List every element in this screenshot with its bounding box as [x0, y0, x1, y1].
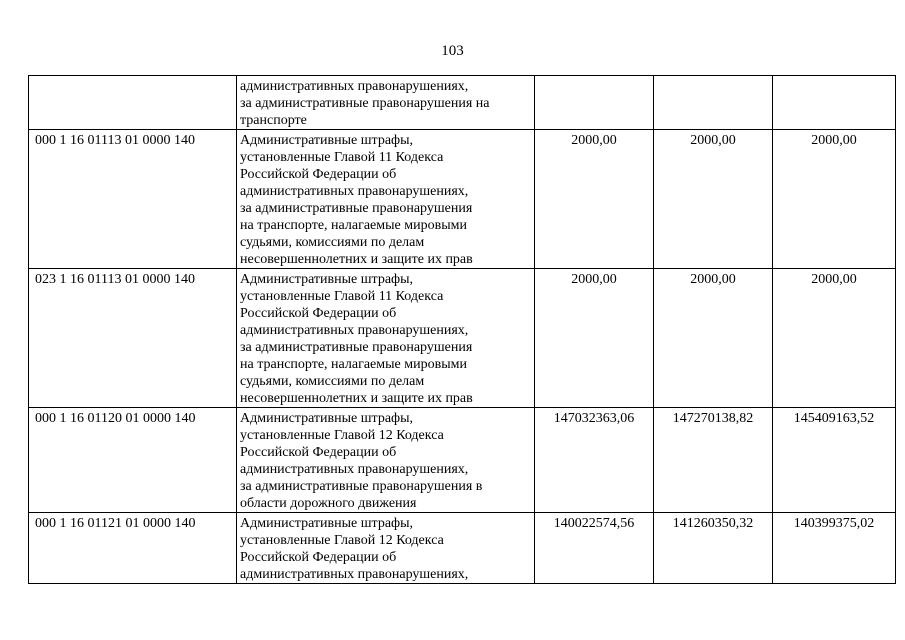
description-line: Российской Федерации об	[240, 445, 397, 460]
amount-year2-cell: 2000,00	[654, 269, 773, 408]
description-line: административных правонарушениях,	[240, 323, 469, 338]
table-body	[29, 76, 896, 584]
description-line: судьями, комиссиями по делам	[240, 374, 425, 389]
description-line: несовершеннолетних и защите их прав	[240, 252, 473, 267]
description-line: административных правонарушениях,	[240, 184, 469, 199]
amount-year3-cell: 2000,00	[773, 130, 896, 269]
description-line: административных правонарушениях,	[240, 462, 469, 477]
amount-year1-cell: 2000,00	[535, 130, 654, 269]
classification-code-cell	[29, 76, 237, 130]
amount-year2-cell: 141260350,32	[654, 513, 773, 584]
description-line: несовершеннолетних и защите их прав	[240, 391, 473, 406]
description-line: на транспорте, налагаемые мировыми	[240, 218, 467, 233]
description-cell	[237, 408, 535, 513]
description-line: судьями, комиссиями по делам	[240, 235, 425, 250]
classification-code-cell: 023 1 16 01113 01 0000 140	[29, 269, 237, 408]
description-cell	[237, 130, 535, 269]
classification-code-cell: 000 1 16 01121 01 0000 140	[29, 513, 237, 584]
amount-year2-cell: 2000,00	[654, 130, 773, 269]
description-line: административных правонарушениях,	[240, 567, 469, 582]
description-line: Российской Федерации об	[240, 306, 397, 321]
description-line: установленные Главой 12 Кодекса	[240, 533, 444, 548]
amount-year1-cell: 147032363,06	[535, 408, 654, 513]
table-row	[29, 130, 896, 269]
table-row	[29, 408, 896, 513]
description-line: за административные правонарушения	[240, 201, 473, 216]
description-cell	[237, 269, 535, 408]
amount-year3-cell: 140399375,02	[773, 513, 896, 584]
description-cell	[237, 76, 535, 130]
table-row	[29, 513, 896, 584]
description-line: установленные Главой 11 Кодекса	[240, 289, 444, 304]
amount-year1-cell: 2000,00	[535, 269, 654, 408]
page-number: 103	[441, 43, 464, 59]
table-row	[29, 76, 896, 130]
description-line: Административные штрафы,	[240, 411, 414, 426]
description-line: установленные Главой 12 Кодекса	[240, 428, 444, 443]
classification-code-cell: 000 1 16 01120 01 0000 140	[29, 408, 237, 513]
description-line: Российской Федерации об	[240, 167, 397, 182]
amount-year3-cell	[773, 76, 896, 130]
amount-year1-cell: 140022574,56	[535, 513, 654, 584]
amount-year2-cell: 147270138,82	[654, 408, 773, 513]
description-line: транспорте	[240, 113, 307, 128]
amount-year3-cell: 2000,00	[773, 269, 896, 408]
description-line: Административные штрафы,	[240, 516, 414, 531]
amount-year1-cell	[535, 76, 654, 130]
description-line: Административные штрафы,	[240, 133, 414, 148]
classification-code-cell: 000 1 16 01113 01 0000 140	[29, 130, 237, 269]
description-line: за административные правонарушения на	[240, 96, 490, 111]
description-line: на транспорте, налагаемые мировыми	[240, 357, 467, 372]
description-line: Административные штрафы,	[240, 272, 414, 287]
amount-year2-cell	[654, 76, 773, 130]
description-line: административных правонарушениях,	[240, 79, 469, 94]
description-line: за административные правонарушения	[240, 340, 473, 355]
budget-table	[28, 75, 896, 584]
description-line: за административные правонарушения в	[240, 479, 483, 494]
amount-year3-cell: 145409163,52	[773, 408, 896, 513]
table-row	[29, 269, 896, 408]
description-cell	[237, 513, 535, 584]
description-line: Российской Федерации об	[240, 550, 397, 565]
description-line: области дорожного движения	[240, 496, 417, 511]
description-line: установленные Главой 11 Кодекса	[240, 150, 444, 165]
